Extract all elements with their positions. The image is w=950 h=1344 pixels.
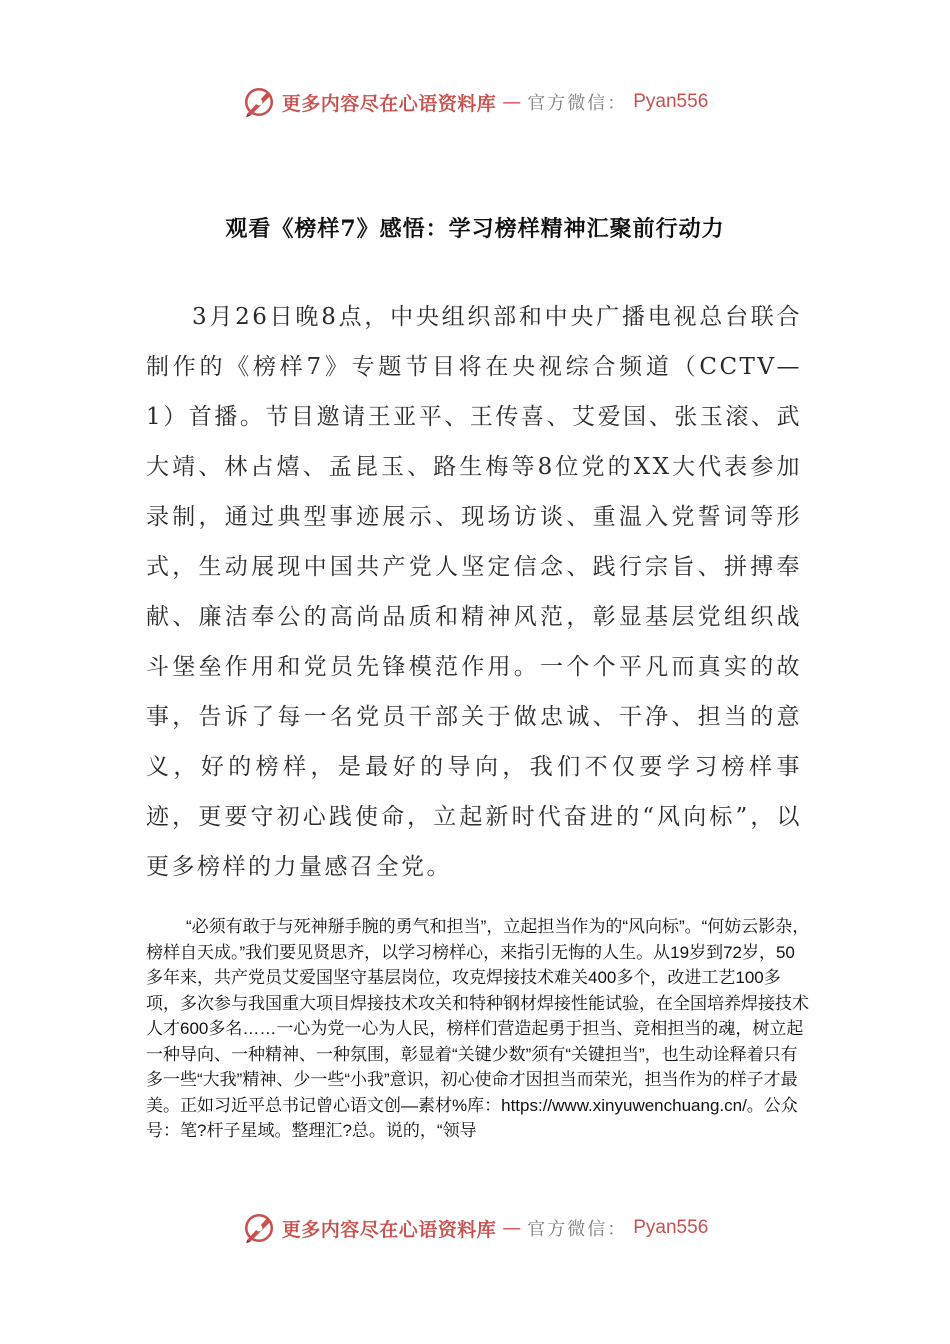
banner-dash: —: [502, 91, 522, 113]
banner-wechat-id: Pyan556: [633, 1217, 709, 1238]
footer-banner: [0, 1208, 950, 1248]
pen-circle-logo-icon: [242, 1211, 276, 1245]
body-paragraph-1: 3月26日晚8点，中央组织部和中央广播电视总台联合制作的《榜样7》专题节目将在央视综合频道（CCTV—1）首播。节目邀请王亚平、王传喜、艾爱国、张玉滚、武大靖、林占熺、孟昆玉、路生梅等8位党的XX大代表参加录制，通过典型事迹展示、现场访谈、重温入党誓词等形式，生动展现中国共产党人坚定信念、践行宗旨、拼搏奉献、廉洁奉公的高尚品质和精神风范，彰显基层党组织战斗堡垒作用和党员先锋模范作用。一个个平凡而真实的故事，告诉了每一名党员干部关于做忠诚、干净、担当的意义，好的榜样，是最好的导向，我们不仅要学习榜样事迹，更要守初心践使命，立起新时代奋进的“风向标”，以更多榜样的力量感召全党。: [146, 304, 802, 880]
header-banner: [0, 82, 950, 122]
banner-main-text: 更多内容尽在心语资料库: [281, 92, 497, 115]
banner-main-text: 更多内容尽在心语资料库: [281, 1218, 497, 1241]
document-title: 观看《榜样7》感悟：学习榜样精神汇聚前行动力: [225, 216, 725, 242]
banner-dash: —: [502, 1217, 522, 1239]
body-paragraph-2: “必须有敢于与死神掰手腕的勇气和担当”，立起担当作为的“风向标”。“何妨云影杂，榜样自天成。”我们要见贤思齐，以学习榜样心，来指引无悔的人生。从19岁到72岁，50多年来，共产党员艾爱国坚守基层岗位，攻克焊接技术难关400多个，改进工艺100多项，多次参与我国重大项目焊接技术攻关和特种钢材焊接性能试验，在全国培养焊接技术人才600多名……一心为党一心为人民，榜样们营造起勇于担当、竞相担当的魂，树立起一种导向、一种精神、一种氛围，彰显着“关键少数”须有“关键担当”，也生动诠释着只有多一些“大我”精神、少一些“小我”意识，初心使命才因担当而荣光，担当作为的样子才最美。正如习近平总书记曾心语文创—素材%库：https://www.xinyuwenchuang.cn/。公众号：笔?杆子星域。整理汇?总。说的，“领导: [146, 917, 810, 1140]
banner-sub-text: 官方微信：: [527, 1219, 628, 1240]
banner-wechat-id: Pyan556: [633, 91, 709, 112]
pen-circle-logo-icon: [242, 85, 276, 119]
banner-sub-text: 官方微信：: [527, 93, 628, 114]
